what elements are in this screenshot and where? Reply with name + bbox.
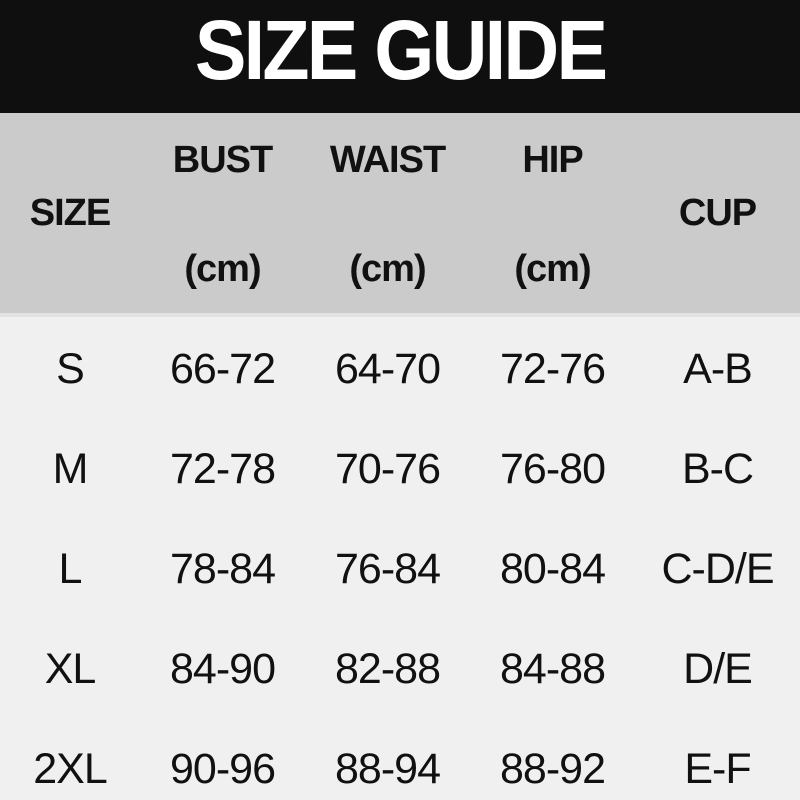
column-unit-waist: (cm) bbox=[349, 248, 426, 290]
cell-bust: 84-90 bbox=[170, 644, 275, 693]
cell-size: M bbox=[52, 444, 88, 493]
cell-size: XL bbox=[44, 644, 96, 693]
cell-hip: 88-92 bbox=[500, 744, 605, 793]
table-row-l bbox=[0, 519, 800, 619]
column-label-bust: BUST bbox=[172, 139, 273, 181]
table-row-s bbox=[0, 319, 800, 419]
cell-cup: E-F bbox=[684, 744, 751, 793]
cell-bust: 72-78 bbox=[170, 444, 275, 493]
cell-waist: 82-88 bbox=[335, 644, 440, 693]
column-label-size: SIZE bbox=[29, 191, 111, 234]
table-row-2xl bbox=[0, 719, 800, 800]
cell-waist: 88-94 bbox=[335, 744, 440, 793]
cell-cup: C-D/E bbox=[661, 544, 774, 593]
column-header-size bbox=[0, 113, 140, 313]
column-label-waist: WAIST bbox=[329, 139, 446, 181]
cell-hip: 76-80 bbox=[500, 444, 605, 493]
cell-size: S bbox=[56, 344, 84, 393]
column-label-cup: CUP bbox=[678, 191, 757, 234]
title-banner bbox=[0, 0, 800, 113]
cell-hip: 80-84 bbox=[500, 544, 605, 593]
cell-waist: 70-76 bbox=[335, 444, 440, 493]
cell-waist: 76-84 bbox=[335, 544, 440, 593]
cell-bust: 78-84 bbox=[170, 544, 275, 593]
column-header-cup bbox=[635, 113, 800, 313]
column-label-hip: HIP bbox=[522, 139, 583, 181]
table-row-xl bbox=[0, 619, 800, 719]
cell-bust: 66-72 bbox=[170, 344, 275, 393]
cell-cup: D/E bbox=[683, 644, 752, 693]
cell-cup: B-C bbox=[681, 444, 754, 493]
column-unit-hip: (cm) bbox=[514, 248, 591, 290]
cell-cup: A-B bbox=[683, 344, 752, 393]
cell-hip: 84-88 bbox=[500, 644, 605, 693]
cell-bust: 90-96 bbox=[170, 744, 275, 793]
table-header bbox=[0, 113, 800, 317]
cell-size: L bbox=[58, 544, 82, 593]
column-unit-bust: (cm) bbox=[184, 248, 261, 290]
column-header-waist bbox=[305, 113, 470, 313]
cell-waist: 64-70 bbox=[335, 344, 440, 393]
cell-size: 2XL bbox=[33, 744, 107, 793]
page-title: SIZE GUIDE bbox=[194, 2, 606, 97]
table-body bbox=[0, 317, 800, 800]
column-header-hip bbox=[470, 113, 635, 313]
cell-hip: 72-76 bbox=[500, 344, 605, 393]
table-row-m bbox=[0, 419, 800, 519]
column-header-bust bbox=[140, 113, 305, 313]
